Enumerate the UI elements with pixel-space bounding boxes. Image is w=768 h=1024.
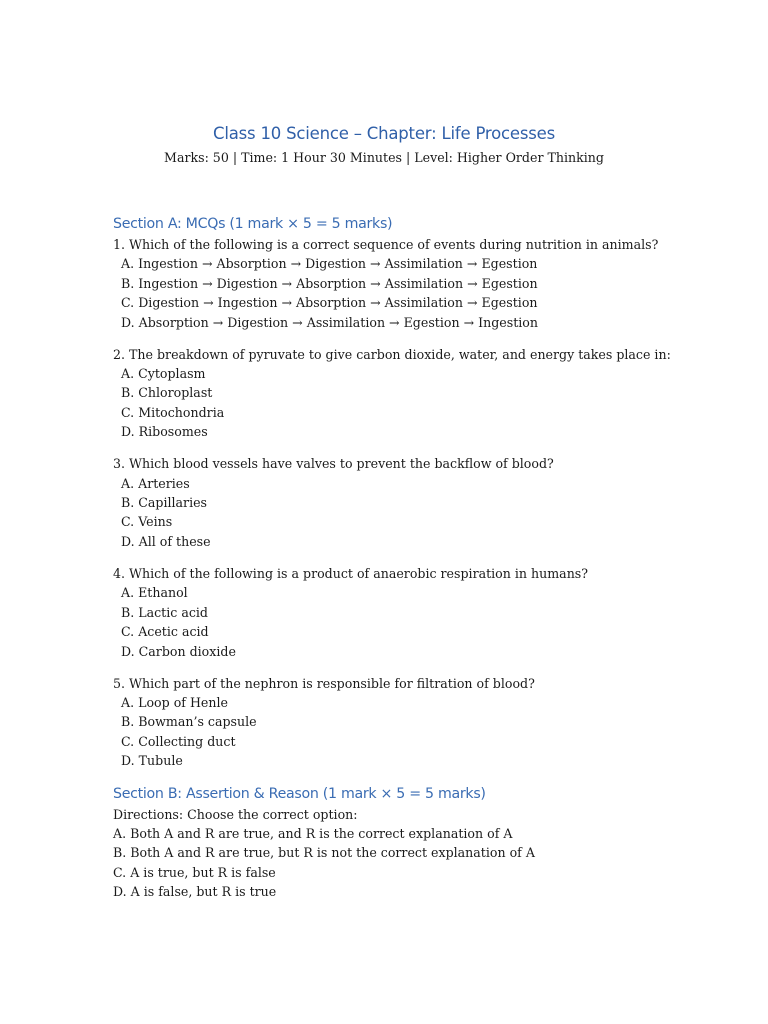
option-a: A. Cytoplasm — [121, 366, 206, 382]
option-d: D. Ribosomes — [121, 424, 208, 440]
option-a: A. Ethanol — [121, 585, 188, 601]
option-c: C. Digestion → Ingestion → Absorption → Assimilation → Egestion — [121, 295, 538, 311]
reason-option-b: B. Both A and R are true, but R is not the correct explanation of A — [113, 845, 535, 861]
option-b: B. Chloroplast — [121, 385, 213, 401]
reason-option-a: A. Both A and R are true, and R is the correct explanation of A — [113, 825, 513, 841]
option-a: A. Loop of Henle — [121, 694, 228, 710]
option-c: C. Collecting duct — [121, 733, 236, 749]
option-c: C. Veins — [121, 514, 173, 530]
option-b: B. Capillaries — [121, 495, 208, 511]
option-a: A. Ingestion → Absorption → Digestion → Assimilation → Egestion — [121, 256, 538, 272]
question-3 — [113, 454, 753, 551]
question-2 — [113, 345, 753, 442]
option-c: C. Mitochondria — [121, 404, 225, 420]
reason-option-d: D. A is false, but R is true — [113, 884, 277, 900]
section-b-heading: Section B: Assertion & Reason (1 mark × 5 = 5 marks) — [113, 785, 486, 802]
option-c: C. Acetic acid — [121, 624, 209, 640]
question-text: 4. Which of the following is a product of anaerobic respiration in humans? — [113, 565, 589, 581]
question-4 — [113, 564, 753, 661]
document-body — [113, 213, 753, 902]
directions-block — [113, 805, 753, 902]
document-title: Class 10 Science – Chapter: Life Processes — [213, 124, 555, 143]
question-1 — [113, 235, 753, 332]
question-text: 2. The breakdown of pyruvate to give carbon dioxide, water, and energy takes place in: — [113, 346, 671, 362]
option-d: D. All of these — [121, 533, 211, 549]
option-d: D. Carbon dioxide — [121, 643, 236, 659]
question-text: 5. Which part of the nephron is responsible for filtration of blood? — [113, 675, 535, 691]
question-5 — [113, 674, 753, 771]
option-b: B. Lactic acid — [121, 604, 208, 620]
option-b: B. Ingestion → Digestion → Absorption → Assimilation → Egestion — [121, 275, 538, 291]
section-a-heading: Section A: MCQs (1 mark × 5 = 5 marks) — [113, 216, 393, 232]
directions-text: Directions: Choose the correct option: — [113, 806, 358, 822]
question-text: 1. Which of the following is a correct sequence of events during nutrition in animals? — [113, 237, 659, 252]
reason-option-c: C. A is true, but R is false — [113, 864, 276, 880]
document-subtitle: Marks: 50 | Time: 1 Hour 30 Minutes | Level: Higher Order Thinking — [164, 150, 604, 165]
option-d: D. Absorption → Digestion → Assimilation → Egestion → Ingestion — [121, 314, 538, 330]
option-d: D. Tubule — [121, 753, 183, 769]
option-b: B. Bowman’s capsule — [121, 714, 257, 730]
option-a: A. Arteries — [121, 475, 190, 491]
question-text: 3. Which blood vessels have valves to prevent the backflow of blood? — [113, 456, 554, 472]
